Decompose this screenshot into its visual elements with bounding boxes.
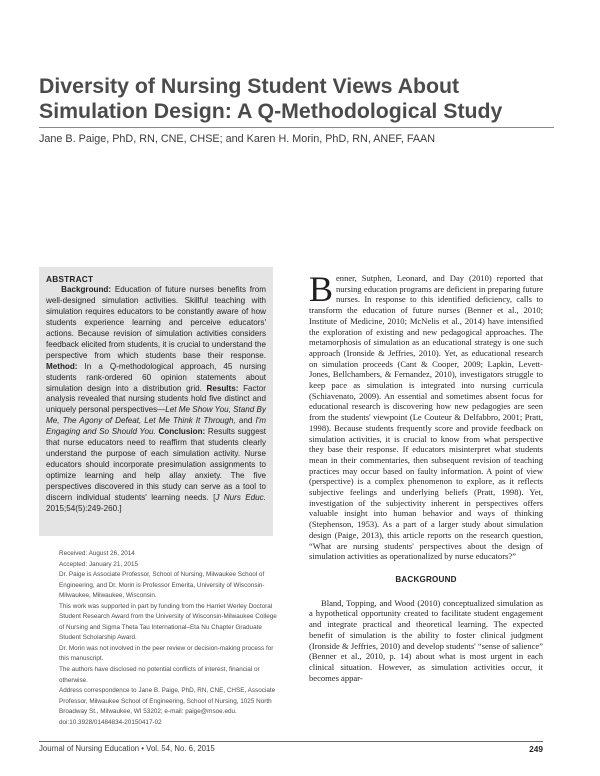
abstract-results-text-2: and <box>235 416 256 426</box>
abstract-results-perspectives: Let Me Show You, Stand By Me, The Agony of Defeat, Let Me Think It Through, <box>46 405 266 426</box>
abstract-conclusion-label: Conclusion: <box>158 427 206 437</box>
author-list: Jane B. Paige, PhD, RN, CNE, CHSE; and Karen H. Morin, PhD, RN, ANEF, FAAN <box>39 133 436 145</box>
abstract-background-text: Education of future nurses benefits from well-designed simulation activities. Skillful teaching with simulation requires educators to be constantly aware of how students experience learning and perceive educators' actions. Because revision of simulation activities considers feedback elicited from students, it is crucial to understand the perspective from which students base their response. <box>46 284 266 360</box>
abstract-heading: ABSTRACT <box>46 274 94 284</box>
abstract-citation-journal: J Nurs Educ. <box>215 493 266 503</box>
abstract-results-label: Results: <box>206 383 239 393</box>
note-doi: doi:10.3928/01484834-20150417-02 <box>59 718 162 726</box>
abstract-results-text-1: Factor analysis revealed that nursing students hold five distinct and uniquely personal perspectives— <box>46 383 267 415</box>
title-divider <box>39 127 554 128</box>
article-title <box>39 74 569 124</box>
abstract-method-label: Method: <box>46 361 78 371</box>
intro-text: enner, Sutphen, Leonard, and Day (2010) reported that nursing education programs are deficient in preparing future nurses. In response to this identified deficiency, calls to transform the education of future nurses (Benner et al., 2010; Institute of Medicine, 2010; McNelis et al., 2014) have intensified the exploration of existing and new pedagogical approaches. The metamorphosis of simulation as an educational strategy is one such approach (Ironside & Jeffries, 2010). Yet, as educational research on simulation proceeds (Cant & Cooper, 2009; Lapkin, Levett-Jones, Bellchambers, & Fernandez, 2010), investigators struggle to keep pace as simulation is integrated into nursing curricula (Schiavenato, 2009). An essential and sometimes absent focus for educational research is discovering how new pedagogies are seen from the students' viewpoint (Le Couteur & Delfabbro, 2001; Pratt, 1998). Because students frequently score and provide feedback on simulation activities, it is crucial to know from what perspective they base their response. If educators misinterpret what students mean in their commentaries, then subsequent revision of teaching practices may occur based on faulty information. A point of view (perspective) is a complex phenomenon to explore, as it reflects subjective feelings and underlying beliefs (Pratt, 1998). Yet, investigation of the subjectivity inherent in perspectives offers valuable insight into human behavior and ways of thinking (Stephenson, 1953). As a part of a larger study about simulation design (Paige, 2013), this article reports on the research question, “What are nursing students' perspectives about the design of simulation activities as operationalized by nurse educators?” <box>309 273 543 562</box>
drop-cap: B <box>309 269 334 309</box>
note-funding: This work was supported in part by funding from the Harriet Werley Doctoral Student Research Award from the University of Wisconsin-Milwaukee College of Nursing and Sigma Theta Tau International–Eta Nu Chapter Graduate Student Scholarship Award. <box>59 602 277 642</box>
note-accepted: Accepted: January 21, 2015 <box>59 560 138 568</box>
abstract-method-text: In a Q-methodological approach, 45 nursing students rank-ordered 60 opinion statements about simulation design into a distribution grid. <box>46 361 266 393</box>
note-affiliations: Dr. Paige is Associate Professor, School of Nursing, Milwaukee School of Engineering, and Dr. Morin is Professor Emerita, University of Wisconsin-Milwaukee, Milwaukee, Wisconsin. <box>59 571 265 600</box>
background-paragraph: Bland, Topping, and Wood (2010) conceptualized simulation as a hypothetical opportunity created to facilitate student engagement and integrate practical and theoretical learning. The expected benefit of simulation is the ability to foster clinical judgment (Ironside & Jeffries, 2010) and develop students' “sense of salience” (Benner et al., 2010, p. 14) about what is most urgent in each clinical situation. However, as simulation activities occur, it becomes appar- <box>309 597 543 683</box>
abstract-citation-rest: 2015;54(5):249-260.] <box>46 504 122 514</box>
note-correspondence: Address correspondence to Jane B. Paige, PhD, RN, CNE, CHSE, Associate Professor, Milwaukee School of Engineering, School of Nursing, 1025 North Broadway St., Milwaukee, WI 53202; e-mail: paige@msoe.edu. <box>59 687 276 716</box>
note-peer-review: Dr. Morin was not involved in the peer review or decision-making process for this manuscript. <box>59 644 274 663</box>
footer-divider <box>39 741 543 742</box>
section-heading-background: BACKGROUND <box>395 574 457 584</box>
page-number: 249 <box>529 744 543 754</box>
abstract-box <box>39 267 273 536</box>
article-title-line-2: Simulation Design: A Q-Methodological Study <box>39 99 503 123</box>
abstract-body <box>46 285 266 515</box>
intro-paragraph <box>309 269 543 562</box>
abstract-conclusion-text: Results suggest that nurse educators need to reaffirm that students clearly understand the purpose of each simulation activity. Nurse educators should incorporate presimulation assignments to optimize learning and help allay anxiety. The five perspectives discovered in this study can serve as a tool to discern individual students' learning needs. [ <box>46 427 266 503</box>
note-conflicts: The authors have disclosed no potential conflicts of interest, financial or otherwise. <box>59 666 260 684</box>
journal-footer: Journal of Nursing Education • Vol. 54, No. 6, 2015 <box>39 744 215 753</box>
abstract-background-label: Background: <box>61 284 112 294</box>
abstract-results-perspective-last: I'm Engaging and So Should You. <box>46 416 266 437</box>
article-notes <box>59 549 279 728</box>
article-title-line-1: Diversity of Nursing Student Views About <box>39 74 460 98</box>
body-column-right <box>309 269 543 683</box>
note-received: Received: August 26, 2014 <box>59 550 135 557</box>
